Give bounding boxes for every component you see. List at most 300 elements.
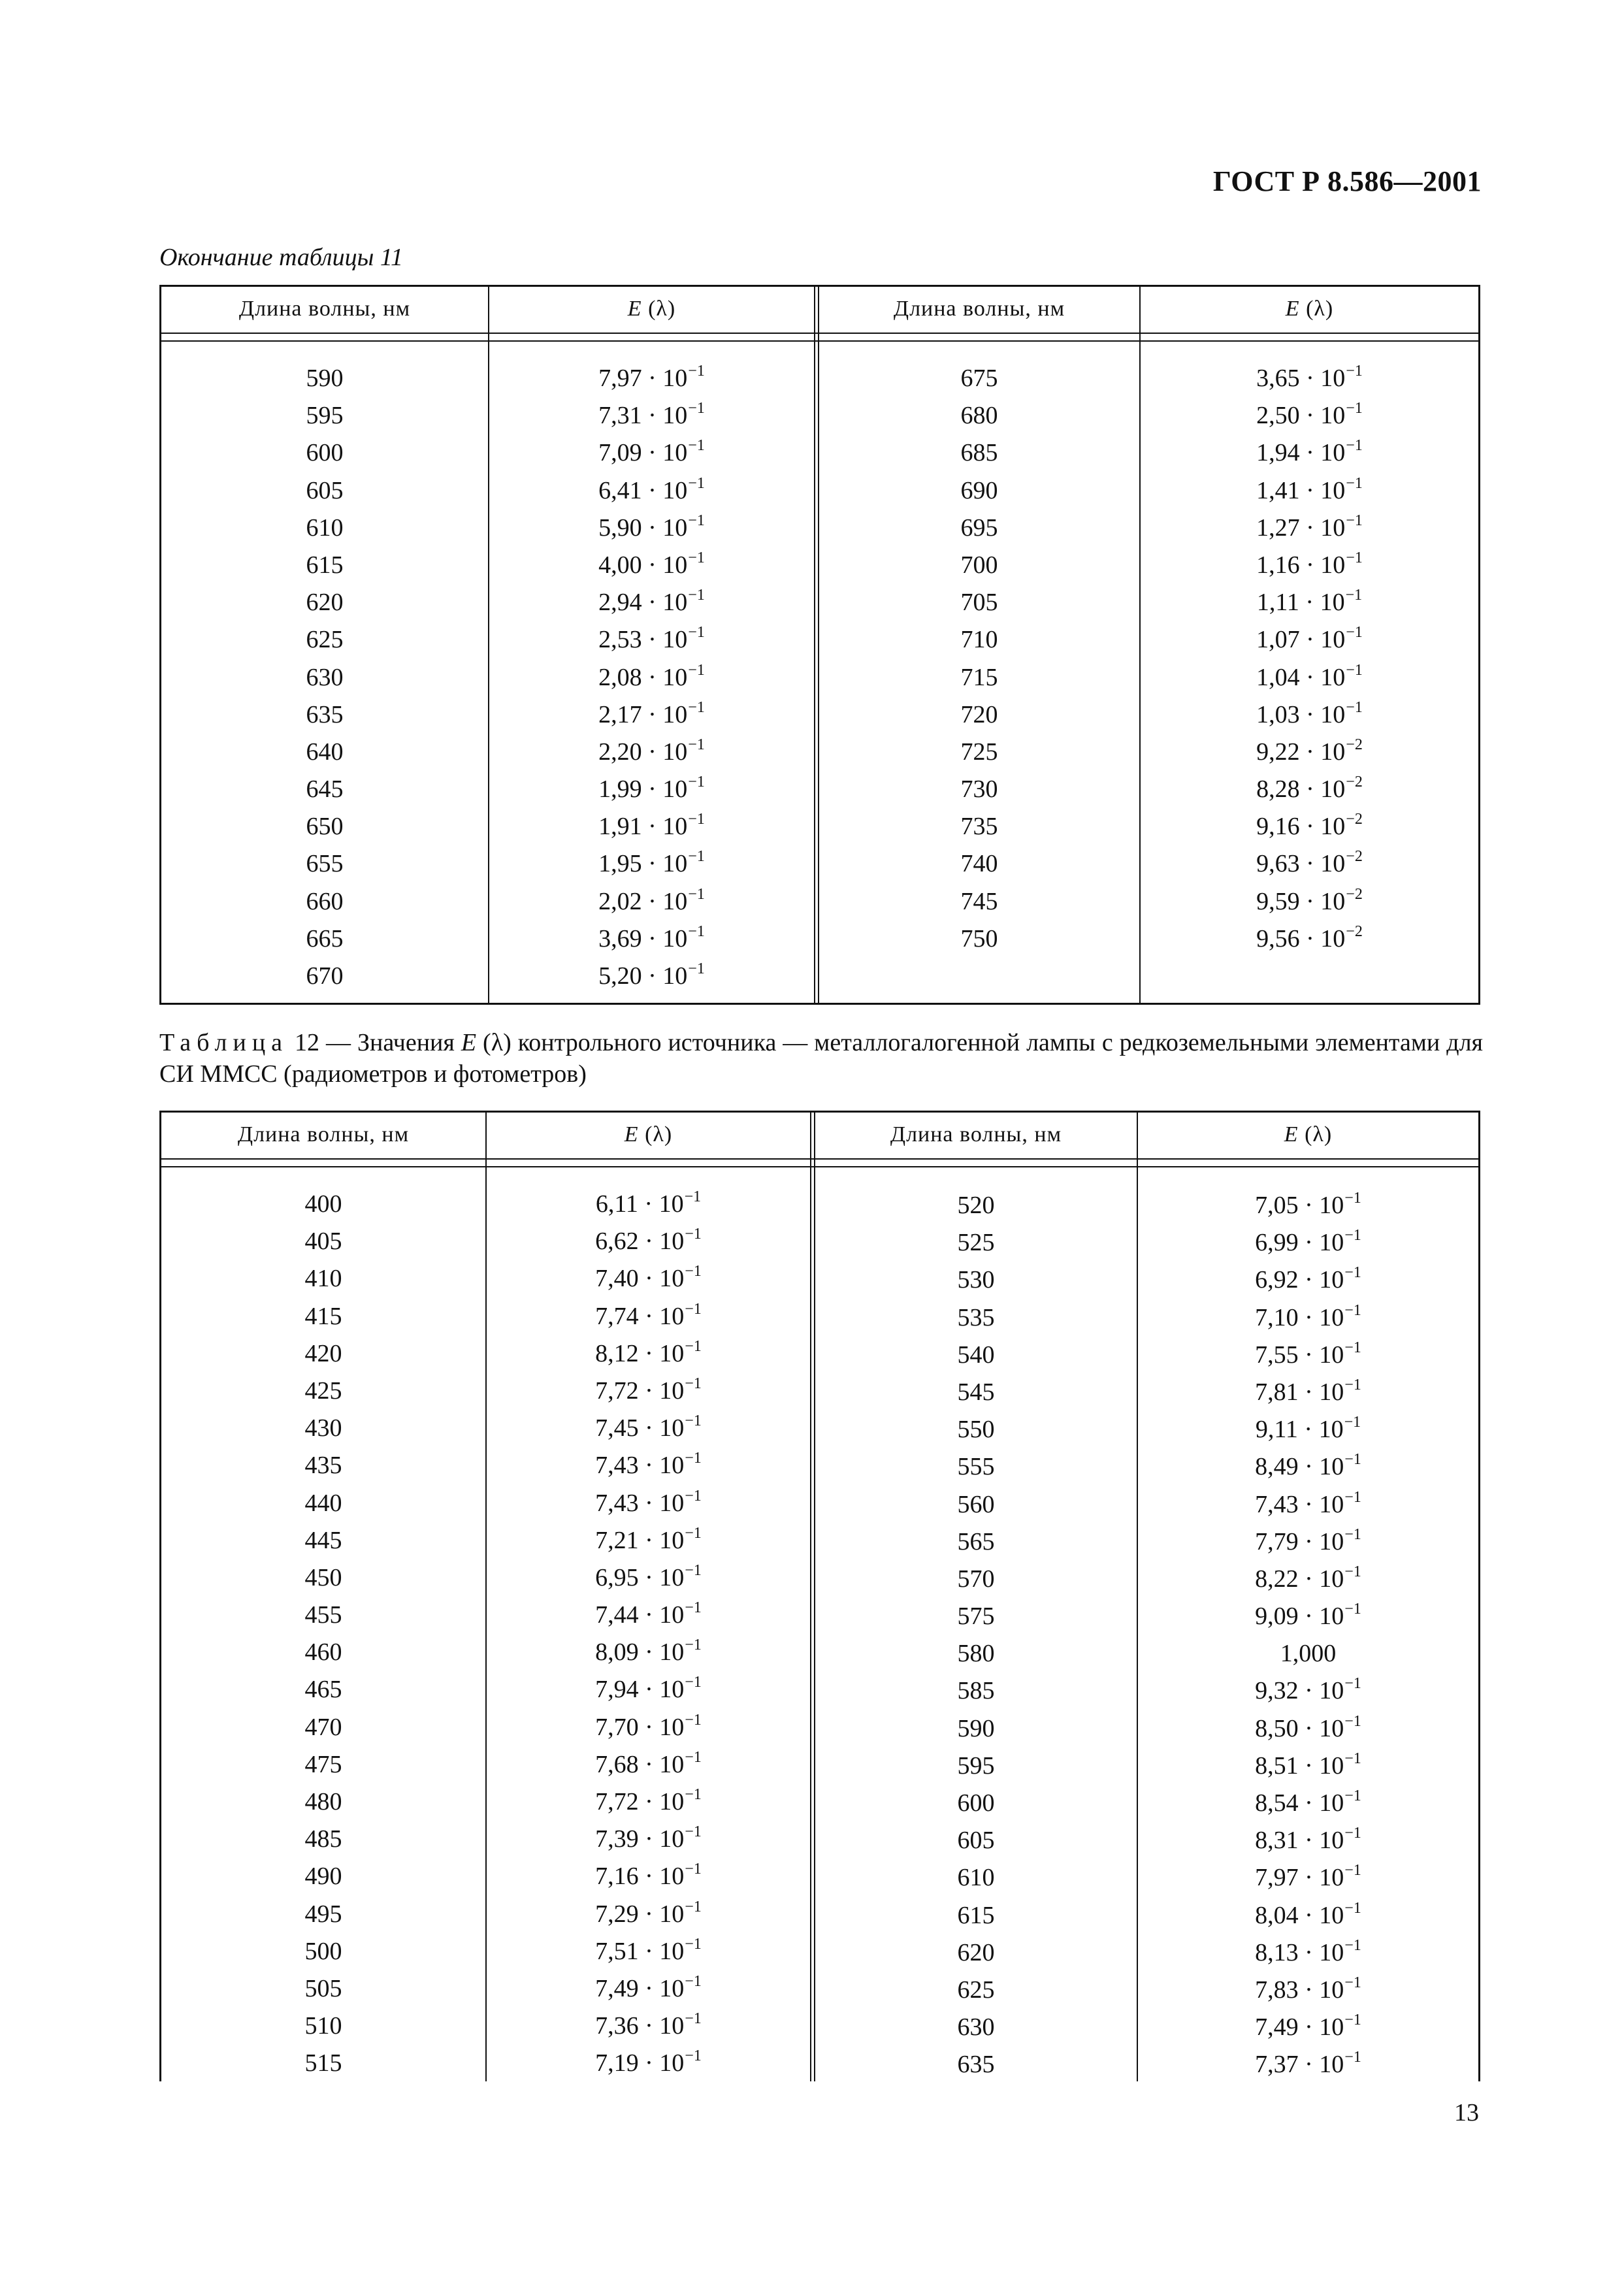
value-exponent: −1 xyxy=(685,1786,702,1803)
value-exponent: −1 xyxy=(685,1599,702,1617)
page-number: 13 xyxy=(1454,2099,1479,2126)
table11-right-wavelength-col xyxy=(819,360,1139,958)
value-exponent: −1 xyxy=(688,512,705,529)
wavelength-cell: 455 xyxy=(304,1601,342,1629)
value-cell xyxy=(487,1746,810,1783)
value-mantissa: 8,51 · 10 xyxy=(1255,1751,1344,1780)
value-cell xyxy=(487,1260,810,1297)
value-cell xyxy=(489,397,814,434)
value-cell xyxy=(1138,1710,1478,1748)
wavelength-cell: 715 xyxy=(960,663,998,691)
value-cell xyxy=(1138,1785,1478,1822)
wavelength-cell: 425 xyxy=(304,1376,342,1405)
value-exponent: −1 xyxy=(688,848,705,866)
value-mantissa: 9,22 · 10 xyxy=(1256,738,1346,766)
value-cell xyxy=(487,1298,810,1335)
value-mantissa: 8,04 · 10 xyxy=(1255,1901,1344,1929)
value-mantissa: 8,28 · 10 xyxy=(1256,775,1346,804)
value-exponent: −1 xyxy=(688,549,705,566)
header-e-var: E xyxy=(1285,297,1300,321)
wavelength-cell: 590 xyxy=(957,1714,995,1742)
value-mantissa: 2,20 · 10 xyxy=(598,738,688,766)
table12-caption-text-1: — Значения xyxy=(319,1029,461,1056)
wavelength-cell: 690 xyxy=(960,476,998,504)
value-mantissa: 2,17 · 10 xyxy=(598,700,688,728)
table12-left-value-col xyxy=(487,1186,810,2083)
value-exponent: −1 xyxy=(1346,698,1363,716)
value-cell xyxy=(1138,1561,1478,1598)
value-mantissa: 4,00 · 10 xyxy=(598,551,688,579)
value-mantissa: 7,81 · 10 xyxy=(1255,1378,1344,1406)
value-cell xyxy=(1138,1934,1478,1972)
wavelength-cell: 625 xyxy=(957,1976,995,2004)
wavelength-cell: 445 xyxy=(304,1526,342,1554)
value-exponent: −1 xyxy=(1344,1414,1361,1431)
value-exponent: −1 xyxy=(1344,1862,1361,1880)
wavelength-cell: 525 xyxy=(957,1229,995,1257)
value-cell xyxy=(1141,771,1478,808)
value-cell xyxy=(1138,1822,1478,1859)
wavelength-cell: 465 xyxy=(304,1676,342,1704)
value-exponent: −1 xyxy=(1344,1563,1361,1580)
table12 xyxy=(159,1111,1480,2081)
value-mantissa: 9,09 · 10 xyxy=(1255,1603,1344,1631)
value-mantissa: 7,45 · 10 xyxy=(595,1414,685,1442)
value-cell xyxy=(1141,883,1478,920)
value-cell xyxy=(489,472,814,510)
value-cell xyxy=(1138,2009,1478,2046)
value-exponent: −1 xyxy=(685,1263,702,1280)
value-cell xyxy=(487,1858,810,1895)
value-cell xyxy=(487,1373,810,1410)
value-exponent: −1 xyxy=(685,1561,702,1579)
value-exponent: −1 xyxy=(688,400,705,417)
value-mantissa: 8,54 · 10 xyxy=(1255,1789,1344,1817)
header-e-var: E xyxy=(624,1122,639,1147)
value-mantissa: 9,59 · 10 xyxy=(1256,887,1346,915)
value-mantissa: 8,31 · 10 xyxy=(1255,1827,1344,1855)
wavelength-cell: 485 xyxy=(304,1825,342,1853)
value-mantissa: 3,69 · 10 xyxy=(598,924,688,952)
value-cell xyxy=(489,845,814,883)
value-exponent: −2 xyxy=(1346,811,1363,828)
value-mantissa: 7,05 · 10 xyxy=(1255,1192,1344,1219)
wavelength-cell: 470 xyxy=(304,1713,342,1741)
wavelength-cell: 515 xyxy=(304,2049,342,2077)
table12-header-row xyxy=(161,1113,1478,1160)
value-cell xyxy=(1138,1374,1478,1411)
value-exponent: −1 xyxy=(1344,1525,1361,1543)
header-wavelength: Длина волны, нм xyxy=(890,1122,1062,1147)
wavelength-cell: 420 xyxy=(304,1339,342,1367)
header-e-arg: (λ) xyxy=(1305,1122,1333,1147)
value-exponent: −1 xyxy=(1344,1936,1361,1954)
value-mantissa: 7,49 · 10 xyxy=(1255,2013,1344,2042)
wavelength-cell: 625 xyxy=(306,626,344,654)
value-cell xyxy=(489,883,814,920)
document-header: ГОСТ Р 8.586—2001 xyxy=(1212,165,1482,197)
wavelength-cell: 450 xyxy=(304,1563,342,1591)
value-exponent: −1 xyxy=(685,1487,702,1505)
value-exponent: −1 xyxy=(685,1711,702,1729)
value-exponent: −1 xyxy=(688,624,705,642)
wavelength-cell: 710 xyxy=(960,626,998,654)
value-mantissa: 7,43 · 10 xyxy=(1255,1490,1344,1518)
value-exponent: −1 xyxy=(688,587,705,604)
value-mantissa: 7,43 · 10 xyxy=(595,1489,685,1517)
value-mantissa: 9,63 · 10 xyxy=(1256,850,1346,878)
value-mantissa: 7,70 · 10 xyxy=(595,1713,685,1741)
wavelength-cell: 410 xyxy=(304,1265,342,1293)
value-cell xyxy=(489,771,814,808)
wavelength-cell: 480 xyxy=(304,1788,342,1815)
wavelength-cell: 600 xyxy=(306,439,344,467)
value-cell xyxy=(489,360,814,397)
value-mantissa: 7,94 · 10 xyxy=(595,1676,685,1704)
value-cell xyxy=(489,696,814,734)
value-cell xyxy=(1138,1635,1478,1672)
value-cell xyxy=(487,1634,810,1671)
value-exponent: −1 xyxy=(1344,1264,1361,1282)
wavelength-cell: 430 xyxy=(304,1414,342,1442)
value-exponent: −1 xyxy=(1346,624,1363,642)
value-exponent: −1 xyxy=(1344,1899,1361,1917)
value-exponent: −1 xyxy=(1344,1974,1361,1991)
value-cell xyxy=(489,958,814,995)
wavelength-cell: 545 xyxy=(957,1378,995,1406)
wavelength-cell: 475 xyxy=(304,1750,342,1778)
wavelength-cell: 550 xyxy=(957,1416,995,1444)
value-exponent: −1 xyxy=(1345,587,1363,604)
value-mantissa: 6,11 · 10 xyxy=(595,1190,684,1218)
value-cell xyxy=(1141,360,1478,397)
value-mantissa: 7,37 · 10 xyxy=(1255,2051,1344,2079)
value-exponent: −1 xyxy=(1346,400,1363,417)
value-cell xyxy=(487,1485,810,1522)
value-exponent: −1 xyxy=(688,698,705,716)
value-mantissa: 1,94 · 10 xyxy=(1256,439,1346,467)
wavelength-cell: 645 xyxy=(306,775,344,804)
value-cell xyxy=(487,1970,810,2008)
value-mantissa: 2,08 · 10 xyxy=(598,663,688,691)
wavelength-cell: 535 xyxy=(957,1303,995,1331)
column-divider-double xyxy=(814,287,819,1003)
value-cell xyxy=(1138,1748,1478,1785)
table12-caption-label: Таблица xyxy=(159,1029,289,1056)
value-mantissa: 1,07 · 10 xyxy=(1256,626,1346,654)
value-exponent: −1 xyxy=(1344,1227,1361,1245)
value-exponent: −1 xyxy=(1344,2049,1361,2066)
value-cell xyxy=(1138,1598,1478,1635)
value-cell xyxy=(487,2045,810,2082)
value-exponent: −1 xyxy=(1344,1488,1361,1506)
table11 xyxy=(159,285,1480,1005)
value-exponent: −1 xyxy=(685,2010,702,2028)
wavelength-cell: 640 xyxy=(306,738,344,766)
value-exponent: −1 xyxy=(688,885,705,903)
wavelength-cell: 620 xyxy=(957,1938,995,1966)
value-cell xyxy=(489,510,814,547)
header-double-rule xyxy=(161,334,1478,342)
wavelength-cell: 630 xyxy=(957,2013,995,2042)
value-mantissa: 8,12 · 10 xyxy=(595,1339,685,1367)
value-mantissa: 2,53 · 10 xyxy=(598,626,688,654)
wavelength-cell: 630 xyxy=(306,663,344,691)
table12-right-wavelength-col xyxy=(815,1187,1137,2084)
value-cell xyxy=(487,1709,810,1746)
value-mantissa: 7,97 · 10 xyxy=(1255,1864,1344,1892)
wavelength-cell: 595 xyxy=(306,402,344,430)
value-mantissa: 7,43 · 10 xyxy=(595,1452,685,1480)
value-exponent: −1 xyxy=(1344,1339,1361,1356)
value-exponent: −1 xyxy=(688,773,705,791)
wavelength-cell: 600 xyxy=(957,1789,995,1817)
value-cell xyxy=(487,1783,810,1821)
table11-caption: Окончание таблицы 11 xyxy=(159,244,404,271)
value-exponent: −1 xyxy=(685,2047,702,2065)
value-mantissa: 7,79 · 10 xyxy=(1255,1527,1344,1555)
wavelength-cell: 610 xyxy=(306,513,344,542)
wavelength-cell: 590 xyxy=(306,365,344,392)
wavelength-cell: 725 xyxy=(960,738,998,766)
value-exponent: −1 xyxy=(1344,1376,1361,1393)
value-exponent: −1 xyxy=(1346,437,1363,455)
value-mantissa: 7,72 · 10 xyxy=(595,1376,685,1405)
value-exponent: −1 xyxy=(688,437,705,455)
wavelength-cell: 400 xyxy=(304,1190,342,1218)
value-exponent: −1 xyxy=(1344,1451,1361,1469)
value-exponent: −1 xyxy=(688,811,705,828)
header-e-arg: (λ) xyxy=(645,1122,673,1147)
value-cell xyxy=(1138,1486,1478,1523)
value-mantissa: 7,19 · 10 xyxy=(595,2049,685,2077)
wavelength-cell: 560 xyxy=(957,1490,995,1518)
value-exponent: −1 xyxy=(1344,1675,1361,1693)
value-exponent: −1 xyxy=(688,922,705,940)
value-cell xyxy=(1141,547,1478,584)
value-mantissa: 9,16 · 10 xyxy=(1256,813,1346,841)
value-cell xyxy=(1138,1299,1478,1337)
value-mantissa: 5,20 · 10 xyxy=(598,962,688,990)
value-exponent: −1 xyxy=(685,1226,702,1243)
value-exponent: −2 xyxy=(1346,773,1363,791)
value-cell xyxy=(1141,397,1478,434)
wavelength-cell: 650 xyxy=(306,813,344,841)
table12-caption-number: 12 xyxy=(295,1029,320,1056)
table11-left-value-col xyxy=(489,360,814,995)
value-cell xyxy=(1141,845,1478,883)
value-cell xyxy=(487,1447,810,1484)
value-exponent: −1 xyxy=(685,1636,702,1654)
value-exponent: −1 xyxy=(1346,512,1363,529)
value-mantissa: 7,31 · 10 xyxy=(598,402,688,430)
wavelength-cell: 520 xyxy=(957,1192,995,1219)
table12-right-value-col xyxy=(1138,1187,1478,2084)
value-cell xyxy=(489,808,814,845)
value-mantissa: 1,11 · 10 xyxy=(1256,589,1345,617)
value-mantissa: 7,51 · 10 xyxy=(595,1937,685,1965)
value-cell xyxy=(489,621,814,659)
wavelength-cell: 460 xyxy=(304,1638,342,1667)
header-wavelength: Длина волны, нм xyxy=(893,297,1065,321)
wavelength-cell: 490 xyxy=(304,1863,342,1891)
value-exponent: −1 xyxy=(685,1300,702,1318)
wavelength-cell: 635 xyxy=(957,2051,995,2079)
wavelength-cell: 705 xyxy=(960,589,998,617)
value-mantissa: 5,90 · 10 xyxy=(598,513,688,542)
value-mantissa: 1,99 · 10 xyxy=(598,775,688,804)
value-cell xyxy=(1141,584,1478,621)
value-exponent: −2 xyxy=(1346,885,1363,903)
value-mantissa: 7,29 · 10 xyxy=(595,1900,685,1928)
wavelength-cell: 655 xyxy=(306,850,344,878)
wavelength-cell: 620 xyxy=(306,589,344,617)
value-mantissa: 9,56 · 10 xyxy=(1256,924,1346,952)
value-mantissa: 2,02 · 10 xyxy=(598,887,688,915)
table11-left-wavelength-col xyxy=(161,360,488,995)
value-cell xyxy=(487,1671,810,1708)
value-exponent: −1 xyxy=(685,1748,702,1766)
value-cell xyxy=(487,1223,810,1260)
value-exponent: −1 xyxy=(685,1674,702,1691)
value-mantissa: 7,68 · 10 xyxy=(595,1750,685,1778)
value-cell xyxy=(487,1335,810,1373)
value-exponent: −1 xyxy=(1344,1301,1361,1319)
value-cell xyxy=(489,734,814,771)
value-cell xyxy=(1141,510,1478,547)
wavelength-cell: 685 xyxy=(960,439,998,467)
header-e-var: E xyxy=(1284,1122,1299,1147)
value-mantissa: 2,50 · 10 xyxy=(1256,402,1346,430)
value-exponent: −2 xyxy=(1346,736,1363,753)
table12-left-wavelength-col xyxy=(161,1186,485,2083)
value-exponent: −1 xyxy=(1346,661,1363,679)
value-cell xyxy=(1138,1187,1478,1224)
wavelength-cell: 635 xyxy=(306,700,344,728)
value-cell xyxy=(489,434,814,472)
header-e-lambda xyxy=(1141,287,1478,333)
value-mantissa: 7,36 · 10 xyxy=(595,2012,685,2040)
value-exponent: −1 xyxy=(1344,1190,1361,1207)
value-mantissa: 7,39 · 10 xyxy=(595,1825,685,1853)
wavelength-cell: 605 xyxy=(957,1827,995,1855)
value-cell xyxy=(1141,472,1478,510)
value-mantissa: 7,10 · 10 xyxy=(1255,1303,1344,1331)
wavelength-cell: 435 xyxy=(304,1452,342,1480)
value-mantissa: 7,72 · 10 xyxy=(595,1788,685,1815)
value-cell xyxy=(487,1522,810,1559)
header-e-arg: (λ) xyxy=(648,297,676,321)
header-e-lambda xyxy=(489,287,814,333)
value-cell xyxy=(487,1186,810,1223)
value-mantissa: 1,16 · 10 xyxy=(1256,551,1346,579)
wavelength-cell: 730 xyxy=(960,775,998,804)
value-exponent: −1 xyxy=(685,1972,702,1990)
wavelength-cell: 750 xyxy=(960,924,998,952)
value-cell xyxy=(1141,659,1478,696)
value-exponent: −1 xyxy=(1344,1601,1361,1618)
wavelength-cell: 615 xyxy=(306,551,344,579)
value-exponent: −1 xyxy=(685,1524,702,1542)
wavelength-cell: 580 xyxy=(957,1640,995,1668)
wavelength-cell: 505 xyxy=(304,1974,342,2002)
wavelength-cell: 565 xyxy=(957,1527,995,1555)
value-mantissa: 1,03 · 10 xyxy=(1256,700,1346,728)
value-cell xyxy=(1141,920,1478,958)
header-double-rule xyxy=(161,1160,1478,1167)
header-e-var: E xyxy=(627,297,642,321)
value-exponent: −1 xyxy=(685,1935,702,1953)
value-cell xyxy=(1141,434,1478,472)
value-cell xyxy=(487,2008,810,2045)
wavelength-cell: 675 xyxy=(960,365,998,392)
wavelength-cell: 440 xyxy=(304,1489,342,1517)
wavelength-cell: 585 xyxy=(957,1677,995,1705)
value-exponent: −1 xyxy=(684,1188,702,1205)
value-cell xyxy=(489,659,814,696)
value-cell xyxy=(1138,1897,1478,1934)
wavelength-cell: 530 xyxy=(957,1266,995,1294)
value-exponent: −1 xyxy=(685,1823,702,1841)
header-wavelength: Длина волны, нм xyxy=(238,297,411,321)
value-cell xyxy=(1138,2046,1478,2083)
value-exponent: −1 xyxy=(1344,1787,1361,1804)
value-mantissa: 7,44 · 10 xyxy=(595,1601,685,1629)
value-mantissa: 8,49 · 10 xyxy=(1255,1453,1344,1481)
value-exponent: −1 xyxy=(685,1412,702,1430)
value-cell xyxy=(1138,1448,1478,1486)
table12-caption xyxy=(159,1027,1483,1090)
value-cell xyxy=(1141,621,1478,659)
value-cell xyxy=(1141,808,1478,845)
wavelength-cell: 615 xyxy=(957,1901,995,1929)
value-cell xyxy=(1141,734,1478,771)
value-exponent: −1 xyxy=(688,736,705,753)
wavelength-cell: 670 xyxy=(306,962,344,990)
value-cell xyxy=(1138,1972,1478,2009)
value-cell xyxy=(489,547,814,584)
value-cell xyxy=(1138,1859,1478,1896)
value-cell xyxy=(487,1896,810,1933)
value-exponent: −1 xyxy=(688,363,705,380)
value-mantissa: 1,91 · 10 xyxy=(598,813,688,841)
value-mantissa: 8,22 · 10 xyxy=(1255,1565,1344,1593)
value-mantissa: 3,65 · 10 xyxy=(1256,365,1346,392)
value-exponent: −1 xyxy=(685,1337,702,1355)
wavelength-cell: 735 xyxy=(960,813,998,841)
table11-header-row xyxy=(161,287,1478,334)
value-cell xyxy=(1138,1411,1478,1448)
value-cell xyxy=(1138,1523,1478,1561)
table12-caption-text-2: (λ) контрольного источника — металлогалогенной лампы с редкоземельными элементами для СИ ММСС (радиометров и фотометров) xyxy=(159,1029,1484,1088)
value-mantissa: 6,62 · 10 xyxy=(595,1228,685,1256)
wavelength-cell: 510 xyxy=(304,2012,342,2040)
value-exponent: −1 xyxy=(685,1861,702,1878)
value-exponent: −1 xyxy=(1344,2011,1361,2029)
value-cell xyxy=(1141,696,1478,734)
value-cell xyxy=(487,1933,810,1970)
value-mantissa: 8,13 · 10 xyxy=(1255,1938,1344,1966)
column-divider-double xyxy=(810,1113,815,2081)
value-exponent: −1 xyxy=(688,661,705,679)
wavelength-cell: 595 xyxy=(957,1751,995,1780)
value-exponent: −1 xyxy=(1344,1825,1361,1842)
value-cell xyxy=(487,1410,810,1447)
value-mantissa: 6,92 · 10 xyxy=(1255,1266,1344,1294)
wavelength-cell: 405 xyxy=(304,1228,342,1256)
header-wavelength: Длина волны, нм xyxy=(237,1122,410,1147)
value-mantissa: 7,40 · 10 xyxy=(595,1265,685,1293)
